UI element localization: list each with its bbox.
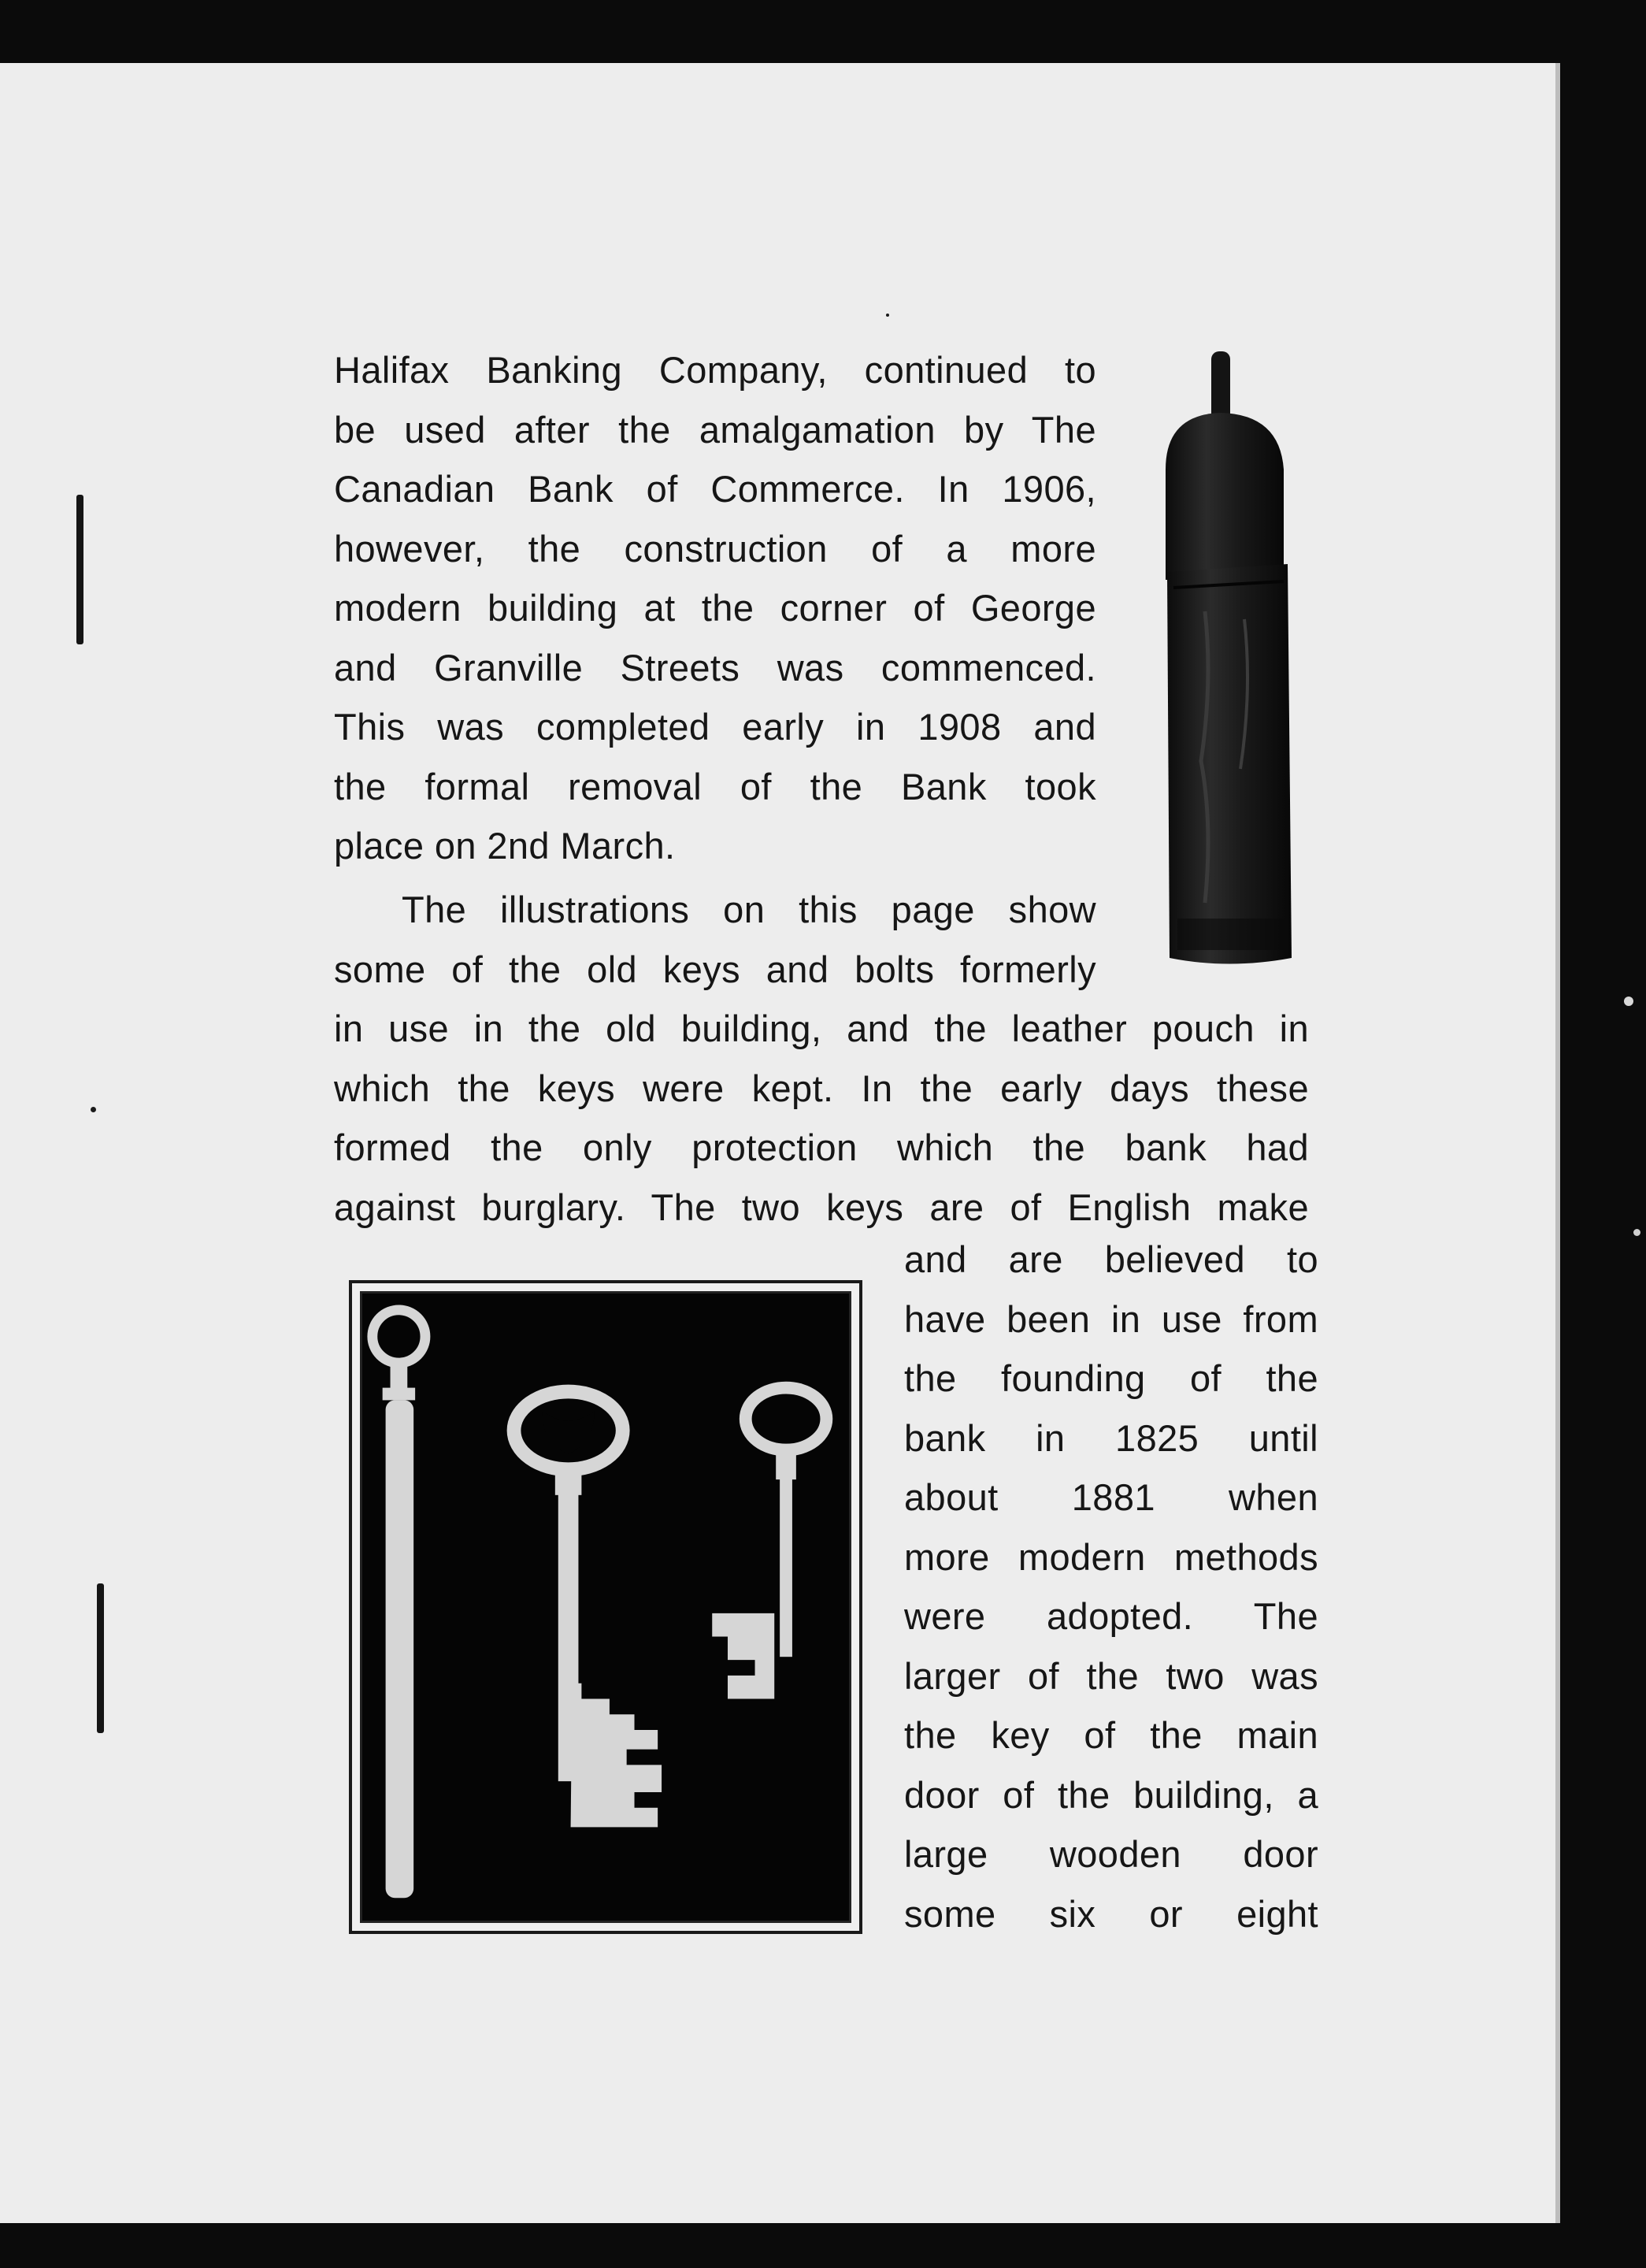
text-line: be used after the amalgamation by The — [334, 408, 1096, 451]
text-line: formed the only protection which the bank had — [334, 1127, 1309, 1168]
paragraph-2-side — [904, 1230, 1318, 1943]
text-line: the formal removal of the Bank took — [334, 765, 1096, 807]
text-line: The illustrations on this page show — [402, 889, 1096, 930]
text-line: which the keys were kept. In the early days these — [334, 1067, 1309, 1109]
paragraph-1 — [334, 340, 1096, 876]
scan-speck — [91, 1107, 96, 1112]
text-line: have been in use from — [904, 1297, 1318, 1340]
text-line: larger of the two was — [904, 1654, 1318, 1697]
text-line: and Granville Streets was commenced. — [334, 646, 1096, 689]
scan-speck — [886, 314, 889, 317]
old-keys-icon — [362, 1294, 849, 1921]
text-line: in use in the old building, and the leather pouch in — [334, 1008, 1309, 1049]
leather-pouch-icon — [1158, 351, 1299, 967]
text-line: however, the construction of a more — [334, 527, 1096, 570]
text-line: modern building at the corner of George — [334, 587, 1096, 629]
text-line: and are believed to — [904, 1238, 1318, 1280]
binding-mark-upper — [76, 495, 83, 644]
text-line: were adopted. The — [904, 1595, 1318, 1637]
text-line: the founding of the — [904, 1357, 1318, 1399]
page-edge — [1555, 63, 1560, 2223]
binding-mark-lower — [97, 1583, 104, 1733]
text-line: some of the old keys and bolts formerly — [334, 948, 1096, 990]
text-line: place on 2nd March. — [334, 825, 676, 867]
text-line: some six or eight — [904, 1892, 1318, 1935]
scan-speck — [1633, 1229, 1640, 1236]
text-line: Halifax Banking Company, continued to — [334, 349, 1096, 391]
text-line: more modern methods — [904, 1535, 1318, 1578]
text-line: about 1881 when — [904, 1476, 1318, 1518]
text-line: large wooden door — [904, 1833, 1318, 1875]
text-line: bank in 1825 until — [904, 1416, 1318, 1459]
scan-speck — [1624, 997, 1633, 1006]
old-keys-photo — [349, 1280, 862, 1934]
text-line: This was completed early in 1908 and — [334, 706, 1096, 748]
text-line: the key of the main — [904, 1714, 1318, 1756]
paragraph-2-top — [334, 880, 1096, 999]
leather-pouch-photo — [1158, 351, 1299, 967]
text-line: against burglary. The two keys are of English make — [334, 1186, 1309, 1228]
paragraph-2-middle — [334, 999, 1309, 1237]
text-line: door of the building, a — [904, 1773, 1318, 1816]
text-line: Canadian Bank of Commerce. In 1906, — [334, 468, 1096, 510]
